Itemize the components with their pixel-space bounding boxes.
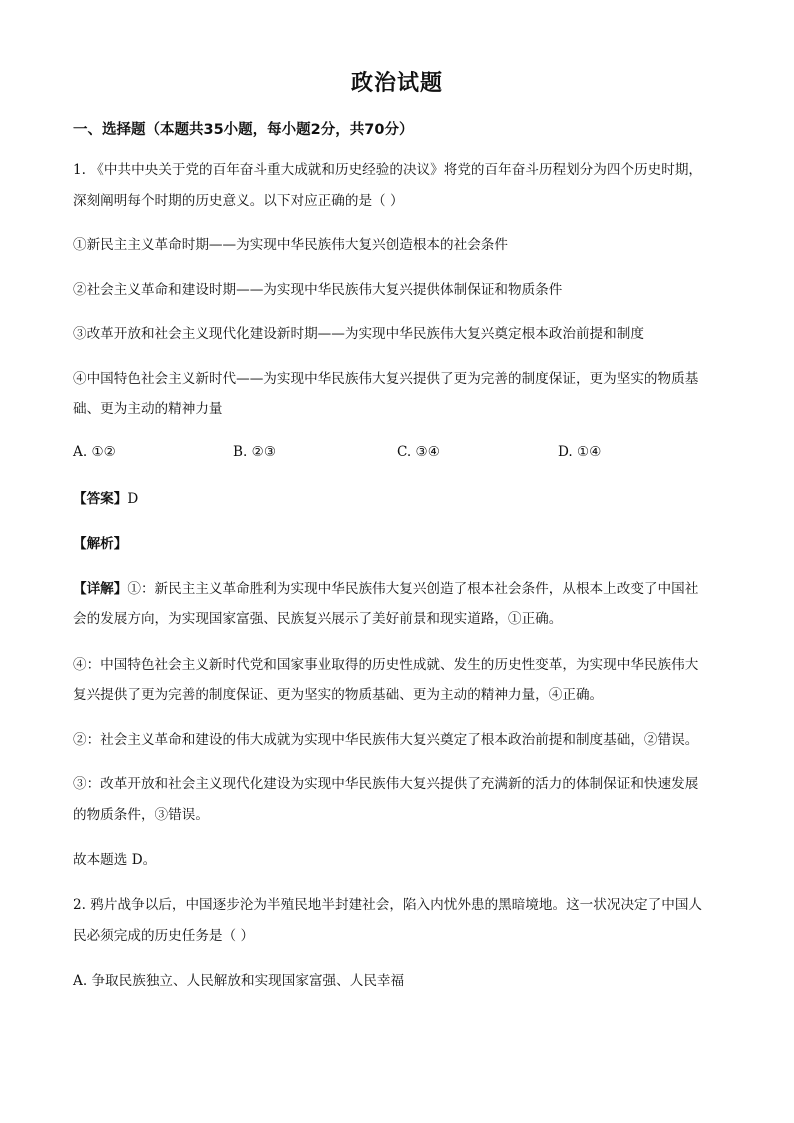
q1-detail-1-line2: 会的发展方向，为实现国家富强、民族复兴展示了美好前景和现实道路，①正确。	[73, 611, 563, 627]
q1-detail-3: ②：社会主义革命和建设的伟大成就为实现中华民族伟大复兴奠定了根本政治前提和制度基础，②错误。	[73, 732, 699, 748]
q1-stem-line1: 1. 《中共中央关于党的百年奋斗重大成就和历史经验的决议》将党的百年奋斗历程划分为四个历史时期，	[73, 162, 703, 178]
q1-option-b: B. ②③	[233, 444, 277, 460]
q1-conclusion: 故本题选 D。	[73, 852, 157, 868]
q1-item-2: ②社会主义革命和建设时期——为实现中华民族伟大复兴提供体制保证和物质条件	[73, 282, 563, 298]
q1-stem-line2: 深刻阐明每个时期的历史意义。以下对应正确的是（ ）	[73, 193, 404, 209]
q1-option-a: A. ①②	[73, 444, 116, 460]
q1-option-d: D. ①④	[558, 444, 602, 460]
q2-stem-line2: 民必须完成的历史任务是（ ）	[73, 928, 255, 944]
page-title: 政治试题	[350, 71, 443, 96]
q1-detail-2-line2: 复兴提供了更为完善的制度保证、更为坚实的物质基础、更为主动的精神力量，④正确。	[73, 687, 604, 703]
q1-detail-1-line1	[73, 579, 733, 599]
q2-stem-line1: 2. 鸦片战争以后，中国逐步沦为半殖民地半封建社会，陷入内忧外患的黑暗境地。这一状况决定了中国人	[73, 897, 703, 913]
section-heading: 一、选择题（本题共35小题，每小题2分，共70分）	[73, 122, 414, 138]
answer-value: D	[127, 491, 139, 507]
detail-1-text: ①：新民主主义革命胜利为实现中华民族伟大复兴创造了根本社会条件，从根本上改变了中国社	[127, 581, 699, 597]
q1-item-3: ③改革开放和社会主义现代化建设新时期——为实现中华民族伟大复兴奠定根本政治前提和制度	[73, 326, 644, 342]
answer-tag: 【答案】	[73, 491, 128, 507]
q1-detail-4-line1: ③：改革开放和社会主义现代化建设为实现中华民族伟大复兴提供了充满新的活力的体制保证和快速发展	[73, 776, 699, 792]
q1-item-1: ①新民主主义革命时期——为实现中华民族伟大复兴创造根本的社会条件	[73, 237, 508, 253]
q1-item-4-line1: ④中国特色社会主义新时代——为实现中华民族伟大复兴提供了更为完善的制度保证，更为坚实的物质基	[73, 371, 699, 387]
q1-answer	[73, 489, 733, 509]
q2-option-a: A. 争取民族独立、人民解放和实现国家富强、人民幸福	[73, 973, 405, 989]
q1-detail-2-line1: ④：中国特色社会主义新时代党和国家事业取得的历史性成就、发生的历史性变革，为实现中华民族伟大	[73, 657, 699, 673]
q1-analysis-tag: 【解析】	[73, 536, 128, 552]
q1-option-c: C. ③④	[397, 444, 440, 460]
q1-item-4-line2: 础、更为主动的精神力量	[73, 401, 223, 417]
q1-detail-4-line2: 的物质条件，③错误。	[73, 807, 209, 823]
detail-tag: 【详解】	[73, 581, 128, 597]
